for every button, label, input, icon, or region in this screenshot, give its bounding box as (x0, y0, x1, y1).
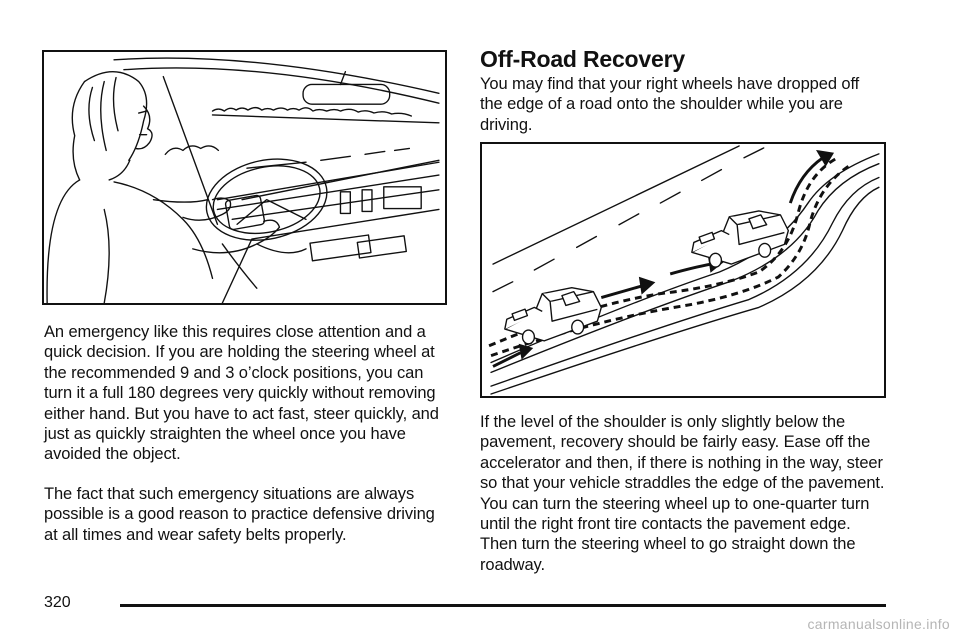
recovery-paragraph: If the level of the shoulder is only slightly below the pavement, recovery should be fairly easy. Ease off the accelerator and then, if there is nothing in the way, steer so that your vehicle straddles the edge of the pavement. You can turn the steering wheel up to one-quarter turn until the right front tire contacts the pavement edge. Then turn the steering wheel to go straight down the roadway. (480, 413, 885, 574)
page-number: 320 (44, 594, 71, 611)
defensive-driving-paragraph: The fact that such emergency situations are always possible is a good reason to practice defensive driving at all times and wear safety belts properly. (44, 485, 435, 544)
intro-paragraph: You may find that your right wheels have dropped off the edge of a road onto the shoulder while you are driving. (480, 75, 860, 134)
footer-rule (120, 604, 886, 607)
section-heading: Off-Road Recovery (480, 46, 685, 72)
emergency-paragraph: An emergency like this requires close attention and a quick decision. If you are holding the steering wheel at the recommended 9 and 3 o’clock positions, you can turn it a full 180 degrees very quickly without removing either hand. But you have to act fast, steer quickly, and just as quickly straighten the wheel once you have avoided the object. (44, 323, 439, 464)
driver-illustration (42, 50, 447, 305)
driver-drawing (44, 52, 445, 303)
watermark: carmanualsonline.info (807, 616, 950, 632)
recovery-drawing (482, 144, 884, 396)
off-road-recovery-illustration (480, 142, 886, 398)
